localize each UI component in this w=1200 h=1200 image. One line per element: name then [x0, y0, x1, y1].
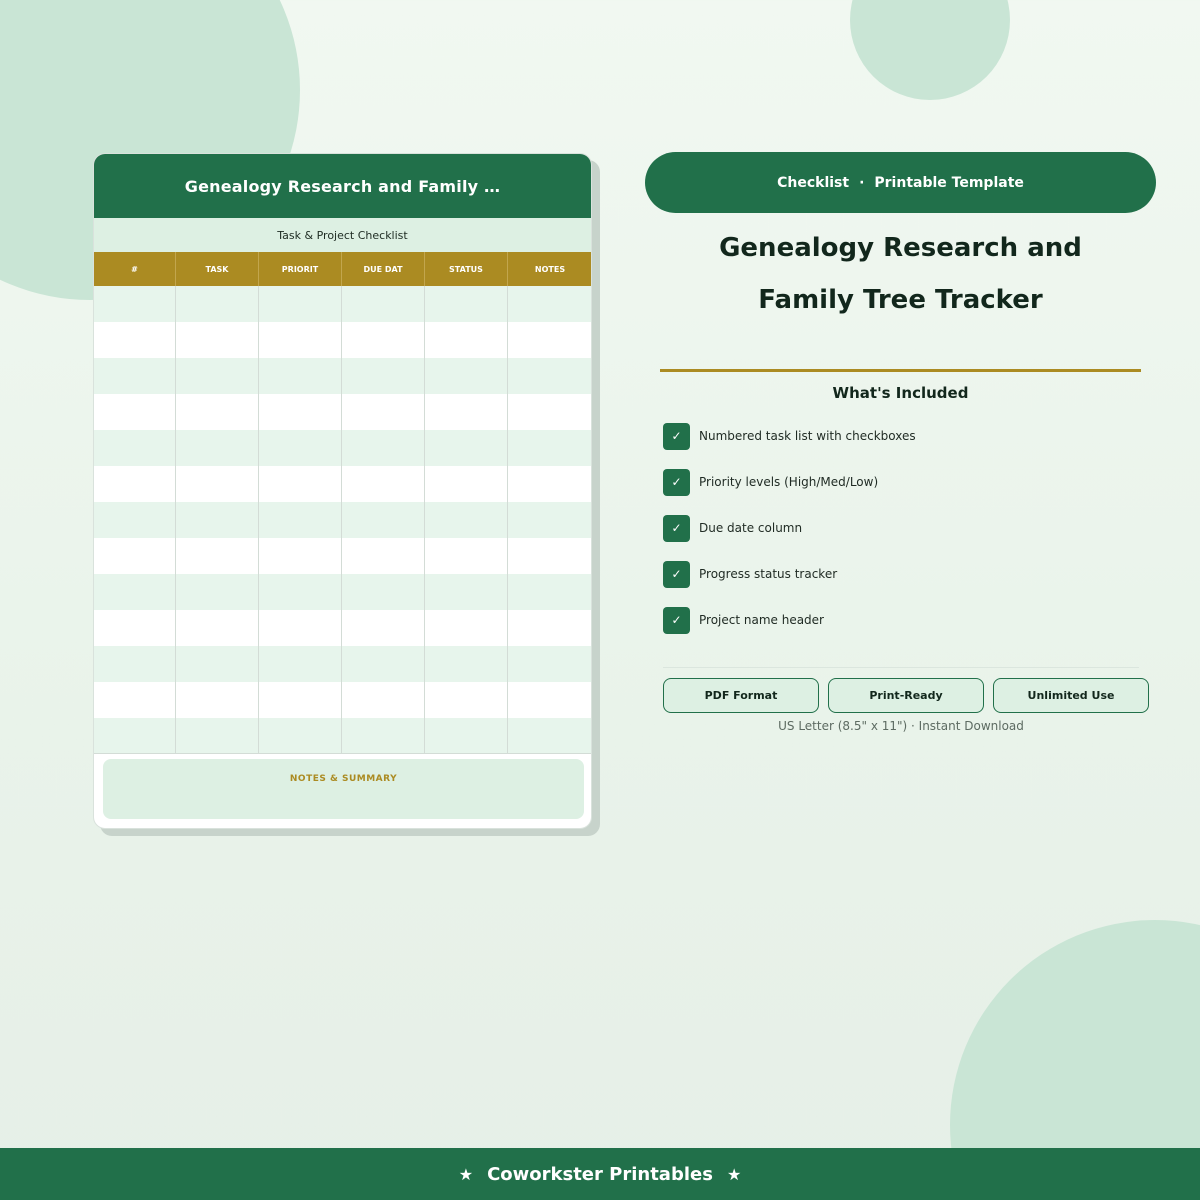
table-cell [259, 718, 342, 754]
feature-label: Progress status tracker [699, 567, 838, 581]
table-cell [342, 430, 425, 466]
table-cell [508, 430, 592, 466]
table-cell [176, 538, 259, 574]
checklist-table-body [94, 286, 591, 754]
table-cell [425, 502, 508, 538]
gold-divider [660, 369, 1141, 372]
table-row [94, 610, 591, 646]
table-cell [342, 574, 425, 610]
table-cell [508, 574, 592, 610]
table-cell [342, 718, 425, 754]
table-cell [259, 358, 342, 394]
table-row [94, 466, 591, 502]
checkmark-icon: ✓ [663, 515, 690, 542]
column-header-due-date: DUE DAT [342, 252, 425, 286]
table-row [94, 322, 591, 358]
table-cell [259, 610, 342, 646]
table-cell [342, 646, 425, 682]
category-label: Checklist [777, 174, 850, 191]
table-cell [425, 394, 508, 430]
feature-item [663, 560, 1143, 588]
notes-summary-box [103, 759, 584, 819]
table-cell [94, 322, 176, 358]
table-cell [425, 322, 508, 358]
feature-item [663, 514, 1143, 542]
table-cell [176, 682, 259, 718]
table-cell [94, 358, 176, 394]
table-cell [176, 718, 259, 754]
checkmark-icon: ✓ [663, 469, 690, 496]
table-cell [176, 430, 259, 466]
table-cell [94, 646, 176, 682]
table-cell [94, 430, 176, 466]
feature-item [663, 606, 1143, 634]
table-cell [176, 646, 259, 682]
table-cell [508, 718, 592, 754]
table-cell [425, 682, 508, 718]
table-cell [94, 718, 176, 754]
table-cell [176, 502, 259, 538]
table-cell [176, 466, 259, 502]
table-row [94, 286, 591, 322]
feature-list [663, 422, 1143, 652]
table-cell [425, 358, 508, 394]
table-row [94, 646, 591, 682]
feature-label: Numbered task list with checkboxes [699, 429, 916, 443]
table-cell [259, 322, 342, 358]
badge-print-ready: Print-Ready [828, 678, 984, 713]
table-row [94, 430, 591, 466]
whats-included-heading: What's Included [832, 384, 969, 402]
table-cell [508, 502, 592, 538]
star-icon: ★ [458, 1164, 474, 1184]
table-cell [425, 646, 508, 682]
table-cell [508, 610, 592, 646]
table-cell [259, 646, 342, 682]
sheet-divider [94, 753, 591, 754]
table-cell [176, 610, 259, 646]
table-row [94, 574, 591, 610]
feature-item [663, 422, 1143, 450]
table-cell [176, 358, 259, 394]
table-cell [425, 718, 508, 754]
table-cell [425, 430, 508, 466]
table-cell [94, 466, 176, 502]
table-row [94, 718, 591, 754]
checkmark-icon: ✓ [663, 607, 690, 634]
format-note: US Letter (8.5" x 11") · Instant Download [778, 719, 1024, 733]
table-cell [508, 646, 592, 682]
column-header-priority: PRIORIT [259, 252, 342, 286]
column-header-notes: NOTES [534, 264, 566, 274]
thin-divider [663, 667, 1139, 668]
table-cell [425, 538, 508, 574]
column-header-number: # [94, 252, 176, 286]
table-cell [259, 502, 342, 538]
table-cell [508, 358, 592, 394]
product-title-line-2: Family Tree Tracker [758, 285, 1043, 315]
category-separator: · [859, 174, 865, 191]
table-row [94, 394, 591, 430]
badge-unlimited-use: Unlimited Use [993, 678, 1149, 713]
footer-brand-bar [0, 1148, 1200, 1200]
table-cell [342, 322, 425, 358]
table-cell [176, 394, 259, 430]
table-cell [259, 466, 342, 502]
product-title-line-1: Genealogy Research and [719, 233, 1082, 263]
badge-row [663, 678, 1149, 713]
table-row [94, 682, 591, 718]
table-cell [342, 682, 425, 718]
table-cell [508, 538, 592, 574]
checkmark-icon: ✓ [663, 423, 690, 450]
table-cell [94, 538, 176, 574]
footer-brand-name: Coworkster Printables [487, 1163, 713, 1185]
category-pill [645, 152, 1156, 213]
template-preview-sheet [93, 153, 592, 829]
table-cell [94, 682, 176, 718]
table-cell [508, 466, 592, 502]
table-cell [94, 502, 176, 538]
table-cell [94, 286, 176, 322]
table-cell [176, 574, 259, 610]
table-cell [508, 682, 592, 718]
table-cell [342, 394, 425, 430]
decor-circle-top-right [850, 0, 1010, 100]
table-cell [508, 286, 592, 322]
feature-label: Due date column [699, 521, 803, 535]
table-row [94, 538, 591, 574]
product-title [645, 222, 1156, 326]
table-cell [425, 286, 508, 322]
sheet-subtitle: Task & Project Checklist [94, 218, 591, 252]
table-cell [508, 394, 592, 430]
table-cell [176, 322, 259, 358]
table-cell [342, 358, 425, 394]
column-header-status: STATUS [425, 252, 508, 286]
table-cell [259, 538, 342, 574]
star-icon: ★ [726, 1164, 742, 1184]
table-row [94, 502, 591, 538]
table-cell [259, 682, 342, 718]
table-cell [425, 574, 508, 610]
feature-label: Priority levels (High/Med/Low) [699, 475, 879, 489]
table-cell [342, 286, 425, 322]
checkmark-icon: ✓ [663, 561, 690, 588]
table-cell [342, 466, 425, 502]
notes-summary-label: NOTES & SUMMARY [289, 774, 398, 784]
table-cell [259, 394, 342, 430]
table-row [94, 358, 591, 394]
feature-label: Project name header [699, 613, 824, 627]
table-cell [342, 502, 425, 538]
table-cell [425, 610, 508, 646]
table-cell [259, 286, 342, 322]
table-cell [259, 430, 342, 466]
badge-pdf-format: PDF Format [663, 678, 819, 713]
table-cell [508, 322, 592, 358]
feature-item [663, 468, 1143, 496]
table-cell [94, 610, 176, 646]
table-cell [176, 286, 259, 322]
table-cell [94, 574, 176, 610]
table-cell [94, 394, 176, 430]
table-cell [342, 538, 425, 574]
sheet-header-title: Genealogy Research and Family … [94, 154, 591, 218]
column-header-task: TASK [176, 252, 259, 286]
table-cell [342, 610, 425, 646]
table-cell [259, 574, 342, 610]
checklist-table-header [94, 252, 591, 286]
template-type-label: Printable Template [874, 174, 1024, 191]
table-cell [425, 466, 508, 502]
